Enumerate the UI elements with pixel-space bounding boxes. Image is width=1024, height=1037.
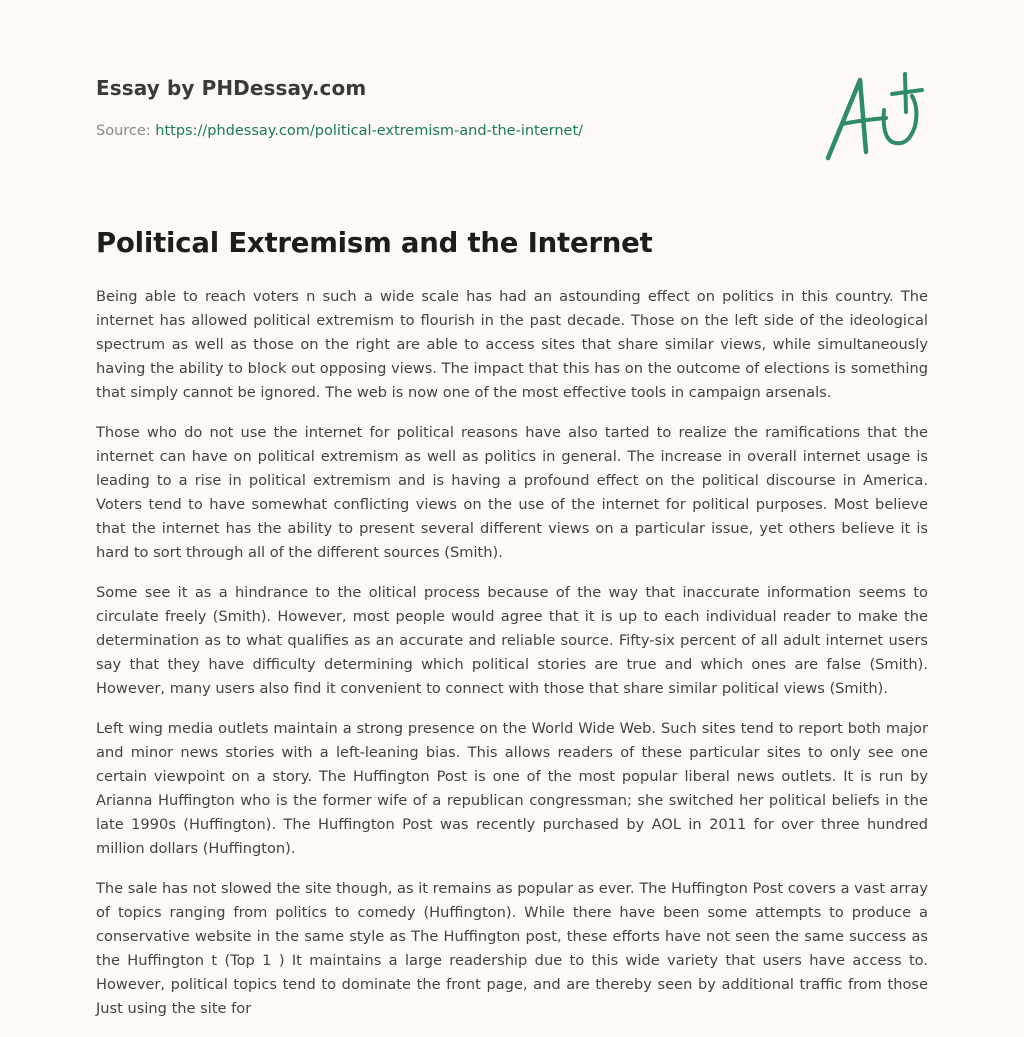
paragraph: Left wing media outlets maintain a strong presence on the World Wide Web. Such sites tend to report both major and minor news stories with a left-leaning bias. This allows readers of these particular sites to only see one certain viewpoint on a story. The Huffington Post is one of the most popular liberal news outlets. It is run by Arianna Huffington who is the former wife of a republican congressman; she switched her political beliefs in the late 1990s (Huffington). The Huffington Post was recently purchased by AOL in 2011 for over three hundred million dollars (Huffington). bbox=[96, 720, 928, 857]
a-plus-grade-icon bbox=[822, 66, 928, 166]
paragraph: Being able to reach voters n such a wide scale has had an astounding effect on politics in this country. The internet has allowed political extremism to flourish in the past decade. Those on the left side of the ideological spectrum as well as those on the right are able to access sites that share similar views, while simultaneously having the ability to block out opposing views. The impact that this has on the outcome of elections is something that simply cannot be ignored. The web is now one of the most effective tools in campaign arsenals. bbox=[96, 288, 928, 401]
essay-title: Political Extremism and the Internet bbox=[96, 227, 653, 259]
source-line bbox=[96, 123, 583, 139]
source-link[interactable]: https://phdessay.com/political-extremism-and-the-internet/ bbox=[155, 123, 584, 139]
site-brand: Essay by PHDessay.com bbox=[96, 76, 367, 100]
source-label: Source: bbox=[96, 123, 156, 139]
paragraph: The sale has not slowed the site though, as it remains as popular as ever. The Huffington Post covers a vast array of topics ranging from politics to comedy (Huffington). While there have been some attempts to produce a conservative website in the same style as The Huffington post, these efforts have not seen the same success as the Huffington t (Top 1 ) It maintains a large readership due to this wide variety that users have access to. However, political topics tend to dominate the front page, and are thereby seen by additional traffic from those Just using the site for bbox=[96, 880, 928, 1017]
paragraph: Those who do not use the internet for political reasons have also tarted to realize the ramifications that the internet can have on political extremism as well as politics in general. The increase in overall internet usage is leading to a rise in political extremism and is having a profound effect on the political discourse in America. Voters tend to have somewhat conflicting views on the use of the internet for political purposes. Most believe that the internet has the ability to present several different views on a particular issue, yet others believe it is hard to sort through all of the different sources (Smith). bbox=[96, 424, 928, 561]
essay-body bbox=[96, 285, 928, 1037]
paragraph: Some see it as a hindrance to the olitical process because of the way that inaccurate information seems to circulate freely (Smith). However, most people would agree that it is up to each individual reader to make the determination as to what qualifies as an accurate and reliable source. Fifty-six percent of all adult internet users say that they have difficulty determining which political stories are true and which ones are false (Smith). However, many users also find it convenient to connect with those that share similar political views (Smith). bbox=[96, 584, 928, 697]
essay-page bbox=[96, 0, 928, 1036]
